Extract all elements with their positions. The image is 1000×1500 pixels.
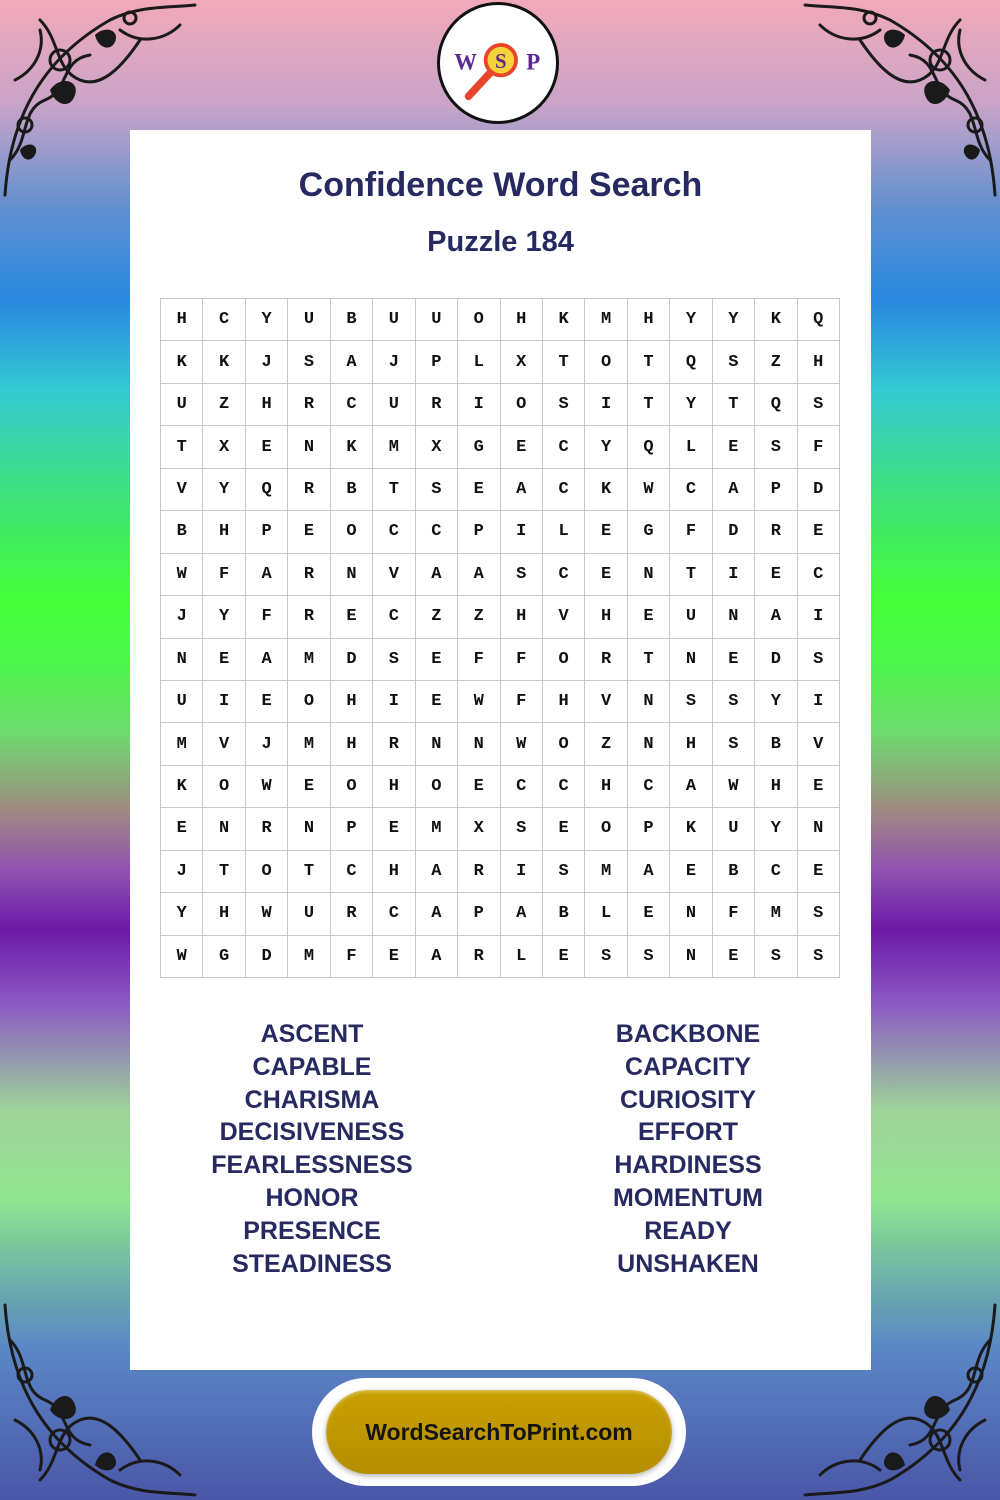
word-list-item: CHARISMA	[244, 1085, 380, 1114]
grid-cell[interactable]: Z	[416, 596, 458, 638]
word-list-left	[152, 1018, 472, 1280]
grid-cell[interactable]: I	[501, 511, 543, 553]
grid-cell[interactable]: K	[585, 469, 627, 511]
grid-cell[interactable]: F	[501, 639, 543, 681]
puzzle-number: Puzzle 184	[427, 226, 574, 258]
grid-cell[interactable]: A	[416, 936, 458, 978]
grid-cell[interactable]: N	[628, 681, 670, 723]
grid-cell[interactable]: W	[458, 681, 500, 723]
grid-cell[interactable]: K	[543, 299, 585, 341]
grid-cell[interactable]: E	[416, 639, 458, 681]
grid-cell[interactable]: C	[543, 554, 585, 596]
grid-cell[interactable]: B	[713, 851, 755, 893]
word-list-item: UNSHAKEN	[617, 1249, 759, 1278]
grid-cell[interactable]: S	[713, 341, 755, 383]
grid-cell[interactable]: Y	[203, 469, 245, 511]
grid-cell[interactable]: J	[246, 341, 288, 383]
grid-cell[interactable]: Q	[670, 341, 712, 383]
grid-cell[interactable]: T	[373, 469, 415, 511]
grid-cell[interactable]: O	[585, 808, 627, 850]
grid-cell[interactable]: C	[670, 469, 712, 511]
puzzle-sheet	[130, 130, 871, 1370]
logo-letter-p: P	[526, 49, 541, 75]
word-list-item: READY	[644, 1216, 732, 1245]
grid-cell[interactable]: E	[203, 639, 245, 681]
grid-cell[interactable]: Y	[670, 384, 712, 426]
grid-cell[interactable]: C	[331, 851, 373, 893]
grid-cell[interactable]: I	[203, 681, 245, 723]
grid-cell[interactable]: V	[798, 723, 840, 765]
grid-cell[interactable]: I	[713, 554, 755, 596]
grid-cell[interactable]: S	[713, 723, 755, 765]
grid-cell[interactable]: H	[203, 511, 245, 553]
grid-cell[interactable]: S	[501, 554, 543, 596]
grid-cell[interactable]: V	[203, 723, 245, 765]
grid-cell[interactable]: E	[458, 469, 500, 511]
grid-cell[interactable]: I	[373, 681, 415, 723]
grid-cell[interactable]: J	[161, 851, 203, 893]
grid-cell[interactable]: Q	[798, 299, 840, 341]
grid-cell[interactable]: N	[670, 639, 712, 681]
grid-cell[interactable]: N	[203, 808, 245, 850]
grid-cell[interactable]: Z	[203, 384, 245, 426]
grid-cell[interactable]: S	[713, 681, 755, 723]
grid-cell[interactable]: R	[458, 936, 500, 978]
grid-cell[interactable]: C	[543, 426, 585, 468]
site-link-label: WordSearchToPrint.com	[365, 1418, 633, 1445]
word-list-item: HONOR	[265, 1183, 359, 1212]
grid-cell[interactable]: R	[331, 893, 373, 935]
grid-cell[interactable]: X	[501, 341, 543, 383]
grid-cell[interactable]: E	[543, 808, 585, 850]
grid-cell[interactable]: N	[288, 426, 330, 468]
grid-cell[interactable]: L	[501, 936, 543, 978]
grid-cell[interactable]: N	[628, 554, 670, 596]
grid-cell[interactable]: X	[203, 426, 245, 468]
grid-cell[interactable]: E	[798, 851, 840, 893]
grid-cell[interactable]: K	[331, 426, 373, 468]
word-list-item: CAPABLE	[252, 1052, 372, 1081]
grid-cell[interactable]: R	[288, 554, 330, 596]
grid-cell[interactable]: C	[416, 511, 458, 553]
grid-cell[interactable]: B	[331, 299, 373, 341]
grid-cell[interactable]: M	[288, 936, 330, 978]
grid-cell[interactable]: D	[798, 469, 840, 511]
grid-cell[interactable]: T	[288, 851, 330, 893]
grid-cell[interactable]: M	[755, 893, 797, 935]
grid-cell[interactable]: P	[755, 469, 797, 511]
grid-cell[interactable]: A	[755, 596, 797, 638]
grid-cell[interactable]: R	[585, 639, 627, 681]
grid-cell[interactable]: H	[585, 596, 627, 638]
grid-cell[interactable]: M	[161, 723, 203, 765]
grid-cell[interactable]: E	[713, 639, 755, 681]
grid-cell[interactable]: P	[246, 511, 288, 553]
grid-cell[interactable]: H	[543, 681, 585, 723]
grid-cell[interactable]: A	[501, 469, 543, 511]
grid-cell[interactable]: Q	[628, 426, 670, 468]
grid-cell[interactable]: W	[628, 469, 670, 511]
grid-cell[interactable]: P	[416, 341, 458, 383]
grid-cell[interactable]: V	[373, 554, 415, 596]
grid-cell[interactable]: E	[373, 936, 415, 978]
grid-cell[interactable]: J	[373, 341, 415, 383]
grid-cell[interactable]: E	[585, 511, 627, 553]
grid-cell[interactable]: B	[543, 893, 585, 935]
grid-cell[interactable]: H	[246, 384, 288, 426]
logo-letter-w: W	[454, 49, 478, 75]
grid-cell[interactable]: S	[755, 936, 797, 978]
word-list-item: PRESENCE	[243, 1216, 381, 1245]
grid-cell[interactable]: J	[161, 596, 203, 638]
grid-cell[interactable]: E	[246, 426, 288, 468]
grid-cell[interactable]: N	[798, 808, 840, 850]
grid-cell[interactable]: C	[628, 766, 670, 808]
word-list-item: DECISIVENESS	[219, 1118, 405, 1147]
grid-cell[interactable]: A	[246, 554, 288, 596]
grid-cell[interactable]: E	[755, 554, 797, 596]
grid-cell[interactable]: R	[288, 469, 330, 511]
grid-cell[interactable]: K	[670, 808, 712, 850]
grid-cell[interactable]: F	[798, 426, 840, 468]
letter-grid[interactable]	[160, 298, 840, 978]
grid-cell[interactable]: H	[628, 299, 670, 341]
grid-cell[interactable]: O	[203, 766, 245, 808]
grid-cell[interactable]: O	[416, 766, 458, 808]
grid-cell[interactable]: R	[246, 808, 288, 850]
grid-cell[interactable]: M	[288, 723, 330, 765]
grid-cell[interactable]: U	[713, 808, 755, 850]
grid-cell[interactable]: P	[331, 808, 373, 850]
grid-cell[interactable]: W	[246, 766, 288, 808]
grid-cell[interactable]: V	[585, 681, 627, 723]
grid-cell[interactable]: O	[331, 511, 373, 553]
grid-cell[interactable]: C	[203, 299, 245, 341]
grid-cell[interactable]: L	[585, 893, 627, 935]
grid-cell[interactable]: H	[501, 596, 543, 638]
word-list-item: FEARLESSNESS	[211, 1151, 413, 1180]
grid-cell[interactable]: O	[585, 341, 627, 383]
grid-cell[interactable]: P	[628, 808, 670, 850]
grid-cell[interactable]: O	[246, 851, 288, 893]
grid-cell[interactable]: E	[543, 936, 585, 978]
grid-cell[interactable]: C	[373, 893, 415, 935]
grid-cell[interactable]: I	[458, 384, 500, 426]
grid-cell[interactable]: H	[755, 766, 797, 808]
grid-cell[interactable]: B	[331, 469, 373, 511]
grid-cell[interactable]: A	[501, 893, 543, 935]
grid-cell[interactable]: O	[543, 639, 585, 681]
grid-cell[interactable]: X	[458, 808, 500, 850]
grid-cell[interactable]: C	[798, 554, 840, 596]
grid-cell[interactable]: U	[288, 299, 330, 341]
grid-cell[interactable]: C	[373, 596, 415, 638]
grid-cell[interactable]: E	[501, 426, 543, 468]
grid-cell[interactable]: S	[798, 639, 840, 681]
grid-cell[interactable]: B	[755, 723, 797, 765]
word-list-item: MOMENTUM	[613, 1183, 763, 1212]
grid-cell[interactable]: E	[713, 426, 755, 468]
grid-cell[interactable]: T	[713, 384, 755, 426]
grid-cell[interactable]: R	[755, 511, 797, 553]
grid-cell[interactable]: Y	[755, 681, 797, 723]
grid-cell[interactable]: L	[670, 426, 712, 468]
grid-cell[interactable]: T	[670, 554, 712, 596]
grid-cell[interactable]: E	[628, 596, 670, 638]
grid-cell[interactable]: E	[288, 511, 330, 553]
grid-cell[interactable]: E	[713, 936, 755, 978]
word-list-right	[528, 1018, 848, 1280]
grid-cell[interactable]: Z	[585, 723, 627, 765]
grid-cell[interactable]: K	[161, 766, 203, 808]
grid-cell[interactable]: N	[416, 723, 458, 765]
grid-cell[interactable]: C	[543, 469, 585, 511]
grid-cell[interactable]: N	[713, 596, 755, 638]
grid-cell[interactable]: Z	[755, 341, 797, 383]
grid-cell[interactable]: U	[373, 299, 415, 341]
grid-cell[interactable]: I	[585, 384, 627, 426]
grid-cell[interactable]: U	[161, 384, 203, 426]
grid-cell[interactable]: H	[373, 851, 415, 893]
word-list-item: BACKBONE	[615, 1020, 761, 1048]
grid-cell[interactable]: L	[458, 341, 500, 383]
grid-cell[interactable]: Y	[246, 299, 288, 341]
grid-cell[interactable]: H	[161, 299, 203, 341]
grid-cell[interactable]: A	[458, 554, 500, 596]
grid-cell[interactable]: E	[246, 681, 288, 723]
grid-cell[interactable]: I	[798, 681, 840, 723]
grid-cell[interactable]: K	[755, 299, 797, 341]
grid-cell[interactable]: W	[713, 766, 755, 808]
grid-cell[interactable]: G	[458, 426, 500, 468]
grid-cell[interactable]: F	[458, 639, 500, 681]
grid-cell[interactable]: A	[416, 554, 458, 596]
grid-cell[interactable]: G	[203, 936, 245, 978]
grid-cell[interactable]: M	[288, 639, 330, 681]
grid-cell[interactable]: N	[161, 639, 203, 681]
grid-cell[interactable]: A	[713, 469, 755, 511]
grid-cell[interactable]: N	[331, 554, 373, 596]
grid-cell[interactable]: Y	[713, 299, 755, 341]
grid-cell[interactable]: F	[670, 511, 712, 553]
grid-cell[interactable]: O	[501, 384, 543, 426]
grid-cell[interactable]: E	[798, 511, 840, 553]
grid-cell[interactable]: W	[161, 554, 203, 596]
word-list-item: EFFORT	[638, 1118, 738, 1147]
grid-cell[interactable]: S	[501, 808, 543, 850]
grid-cell[interactable]: P	[458, 893, 500, 935]
grid-cell[interactable]: H	[585, 766, 627, 808]
grid-cell[interactable]: E	[161, 808, 203, 850]
grid-cell[interactable]: R	[458, 851, 500, 893]
grid-cell[interactable]: N	[670, 936, 712, 978]
grid-cell[interactable]: H	[331, 723, 373, 765]
grid-cell[interactable]: S	[798, 893, 840, 935]
grid-cell[interactable]: Y	[670, 299, 712, 341]
grid-cell[interactable]: F	[501, 681, 543, 723]
grid-cell[interactable]: S	[373, 639, 415, 681]
grid-cell[interactable]: U	[161, 681, 203, 723]
grid-cell[interactable]: S	[628, 936, 670, 978]
logo-letter-s: S	[495, 48, 507, 73]
grid-cell[interactable]: H	[798, 341, 840, 383]
grid-cell[interactable]: Z	[458, 596, 500, 638]
grid-cell[interactable]: E	[585, 554, 627, 596]
grid-cell[interactable]: E	[628, 893, 670, 935]
grid-cell[interactable]: S	[798, 936, 840, 978]
grid-cell[interactable]: R	[416, 384, 458, 426]
grid-cell[interactable]: Q	[755, 384, 797, 426]
grid-cell[interactable]: S	[670, 681, 712, 723]
grid-cell[interactable]: T	[543, 341, 585, 383]
grid-cell[interactable]: D	[755, 639, 797, 681]
grid-cell[interactable]: Q	[246, 469, 288, 511]
grid-cell[interactable]: S	[288, 341, 330, 383]
grid-cell[interactable]: H	[373, 766, 415, 808]
grid-cell[interactable]: F	[713, 893, 755, 935]
grid-cell[interactable]: E	[458, 766, 500, 808]
grid-cell[interactable]: U	[373, 384, 415, 426]
grid-cell[interactable]: L	[543, 511, 585, 553]
grid-cell[interactable]: D	[713, 511, 755, 553]
grid-cell[interactable]: M	[373, 426, 415, 468]
word-list-item: CURIOSITY	[619, 1085, 757, 1114]
grid-cell[interactable]: S	[755, 426, 797, 468]
grid-cell[interactable]: P	[458, 511, 500, 553]
grid-cell[interactable]: O	[543, 723, 585, 765]
grid-cell[interactable]: U	[416, 299, 458, 341]
grid-cell[interactable]: S	[798, 384, 840, 426]
grid-cell[interactable]: A	[331, 341, 373, 383]
grid-cell[interactable]: T	[628, 639, 670, 681]
word-list-item: HARDINESS	[614, 1151, 762, 1180]
grid-cell[interactable]: F	[203, 554, 245, 596]
grid-cell[interactable]: T	[628, 341, 670, 383]
grid-cell[interactable]: E	[288, 766, 330, 808]
grid-cell[interactable]: S	[543, 851, 585, 893]
grid-cell[interactable]: Y	[203, 596, 245, 638]
site-link-pill[interactable]	[326, 1390, 672, 1474]
grid-cell[interactable]: W	[501, 723, 543, 765]
grid-cell[interactable]: E	[798, 766, 840, 808]
grid-cell[interactable]: K	[161, 341, 203, 383]
grid-cell[interactable]: R	[288, 596, 330, 638]
grid-cell[interactable]: M	[416, 808, 458, 850]
grid-cell[interactable]: V	[543, 596, 585, 638]
grid-cell[interactable]: S	[543, 384, 585, 426]
grid-cell[interactable]: E	[373, 808, 415, 850]
grid-cell[interactable]: M	[585, 851, 627, 893]
grid-cell[interactable]: H	[331, 681, 373, 723]
grid-cell[interactable]: F	[331, 936, 373, 978]
grid-cell[interactable]: S	[416, 469, 458, 511]
grid-cell[interactable]: U	[670, 596, 712, 638]
grid-cell[interactable]: A	[416, 851, 458, 893]
grid-cell[interactable]: W	[161, 936, 203, 978]
site-logo[interactable]	[437, 2, 559, 124]
grid-cell[interactable]: N	[458, 723, 500, 765]
grid-cell[interactable]: M	[585, 299, 627, 341]
grid-cell[interactable]: I	[798, 596, 840, 638]
grid-cell[interactable]: H	[670, 723, 712, 765]
grid-cell[interactable]: D	[246, 936, 288, 978]
grid-cell[interactable]: K	[203, 341, 245, 383]
grid-cell[interactable]: V	[161, 469, 203, 511]
grid-cell[interactable]: T	[161, 426, 203, 468]
grid-cell[interactable]: H	[501, 299, 543, 341]
grid-cell[interactable]: R	[288, 384, 330, 426]
grid-cell[interactable]: J	[246, 723, 288, 765]
grid-cell[interactable]: Y	[585, 426, 627, 468]
grid-cell[interactable]: A	[246, 639, 288, 681]
grid-cell[interactable]: Y	[755, 808, 797, 850]
grid-cell[interactable]: O	[331, 766, 373, 808]
word-list-item: CAPACITY	[625, 1052, 751, 1081]
grid-cell[interactable]: U	[288, 893, 330, 935]
grid-cell[interactable]: F	[246, 596, 288, 638]
page-title: Confidence Word Search	[298, 166, 703, 204]
word-list-item: ASCENT	[260, 1020, 364, 1048]
grid-cell[interactable]: E	[670, 851, 712, 893]
grid-cell[interactable]: I	[501, 851, 543, 893]
grid-cell[interactable]: N	[670, 893, 712, 935]
grid-cell[interactable]: R	[373, 723, 415, 765]
grid-cell[interactable]: E	[331, 596, 373, 638]
grid-cell[interactable]: Y	[161, 893, 203, 935]
grid-cell[interactable]: T	[628, 384, 670, 426]
grid-cell[interactable]: D	[331, 639, 373, 681]
grid-cell[interactable]: B	[161, 511, 203, 553]
grid-cell[interactable]: C	[543, 766, 585, 808]
grid-cell[interactable]: C	[755, 851, 797, 893]
grid-cell[interactable]: C	[373, 511, 415, 553]
grid-cell[interactable]: T	[203, 851, 245, 893]
word-list-item: STEADINESS	[232, 1249, 392, 1278]
grid-cell[interactable]: G	[628, 511, 670, 553]
grid-cell[interactable]: O	[288, 681, 330, 723]
grid-cell[interactable]: E	[416, 681, 458, 723]
grid-cell[interactable]: H	[203, 893, 245, 935]
grid-cell[interactable]: X	[416, 426, 458, 468]
grid-cell[interactable]: A	[670, 766, 712, 808]
grid-cell[interactable]: O	[458, 299, 500, 341]
grid-cell[interactable]: A	[416, 893, 458, 935]
grid-cell[interactable]: N	[628, 723, 670, 765]
grid-cell[interactable]: C	[501, 766, 543, 808]
site-link-button[interactable]	[312, 1378, 686, 1486]
grid-cell[interactable]: S	[585, 936, 627, 978]
grid-cell[interactable]: N	[288, 808, 330, 850]
magnifier-icon	[440, 5, 556, 121]
grid-cell[interactable]: A	[628, 851, 670, 893]
grid-cell[interactable]: W	[246, 893, 288, 935]
grid-cell[interactable]: C	[331, 384, 373, 426]
